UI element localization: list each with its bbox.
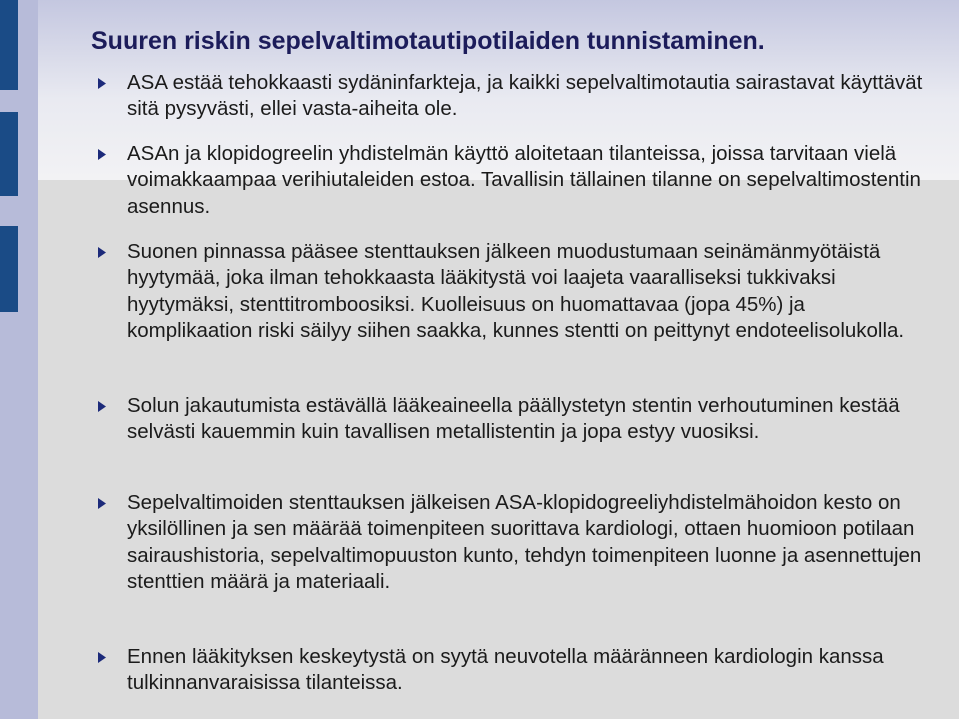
bullet-marker-icon: [98, 401, 106, 412]
bullet-text: ASA estää tehokkaasti sydäninfarkteja, ja kaikki sepelvaltimotautia sairastavat käyttävät sitä pysyvästi, ellei vasta-aiheita ole.: [127, 71, 923, 121]
bullet-item: [127, 644, 927, 697]
bullet-text: Sepelvaltimoiden stenttauksen jälkeisen ASA-klopidogreeliyhdistelmähoidon kesto on yksilöllinen ja sen määrää toimenpiteen suorittava kardiologi, ottaen huomioon potilaan sairaushistoria, sepelvaltimopuuston kunto, tehdyn toimenpiteen luonne ja asennettujen stenttien määrä ja materiaali.: [127, 491, 922, 593]
bullet-marker-icon: [98, 149, 106, 160]
bullet-marker-icon: [98, 498, 106, 509]
bullet-marker-icon: [98, 652, 106, 663]
bullet-item: [127, 239, 927, 344]
bullet-text: Ennen lääkityksen keskeytystä on syytä neuvotella määränneen kardiologin kanssa tulkinnanvaraisissa tilanteissa.: [127, 645, 884, 695]
slide-title: Suuren riskin sepelvaltimotautipotilaiden tunnistaminen.: [91, 27, 765, 55]
bullet-marker-icon: [98, 247, 106, 258]
bullet-text: Suonen pinnassa pääsee stenttauksen jälkeen muodustumaan seinämänmyötäistä hyytymää, joka ilman tehokkaasta lääkitystä voi laajeta vaaralliseksi tukkivaksi hyytymäksi, stenttitromboosiksi. Kuolleisuus on huomattavaa (jopa 45%) ja komplikaation riski säilyy siihen saakka, kunnes stentti on peittynyt endoteelisolukolla.: [127, 240, 905, 342]
bullet-marker-icon: [98, 78, 106, 89]
bullet-item: [127, 393, 927, 446]
bullet-item: [127, 490, 927, 595]
bullet-text: ASAn ja klopidogreelin yhdistelmän käyttö aloitetaan tilanteissa, joissa tarvitaan vielä voimakkaampaa verihiutaleiden estoa. Tavallisin tällainen tilanne on sepelvaltimostentin asennus.: [127, 142, 921, 218]
bullet-text: Solun jakautumista estävällä lääkeaineella päällystetyn stentin verhoutuminen kestää selvästi kauemmin kuin tavallisen metallistentin ja jopa estyy vuosiksi.: [127, 394, 900, 444]
bullet-item: [127, 141, 927, 220]
bullet-item: [127, 70, 927, 123]
